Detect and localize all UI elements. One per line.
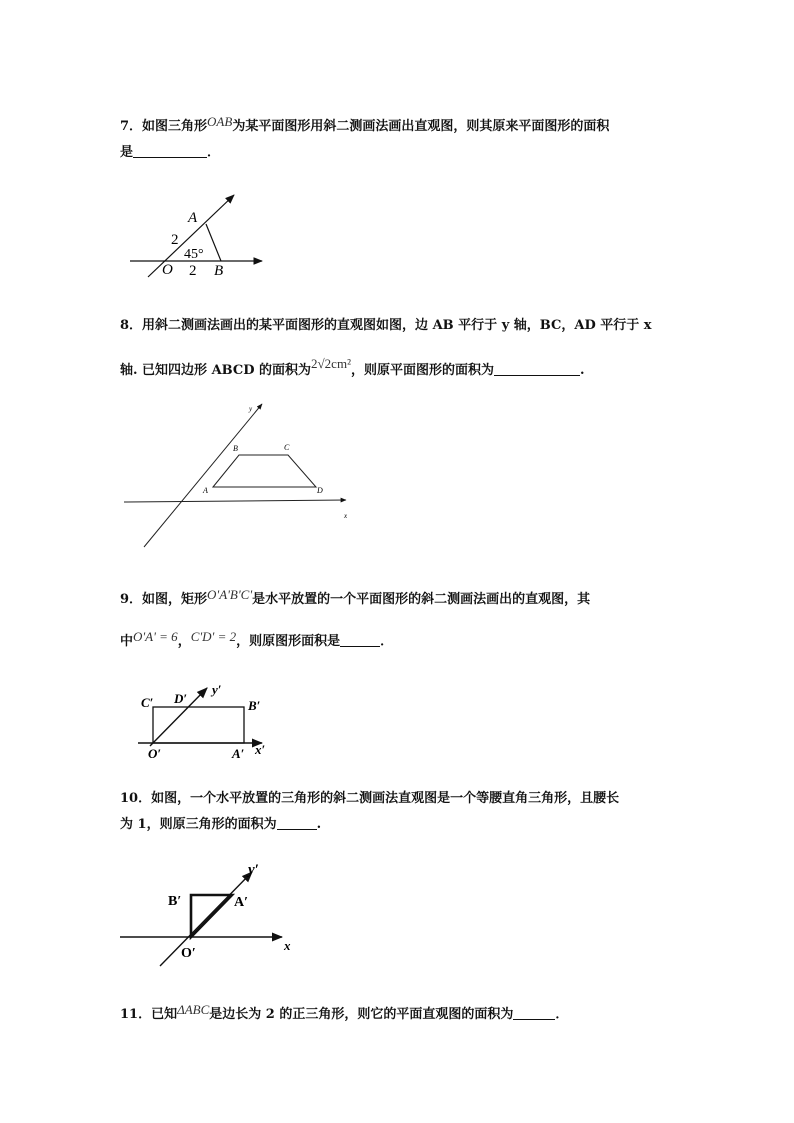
q9-math-rect: O'A'B'C' [207, 587, 253, 602]
q9-label-d: D′ [174, 691, 188, 706]
q11-math-tri: ΔABC [177, 1002, 210, 1017]
q8-label-x: x [344, 512, 348, 520]
q10-label-y: y′ [248, 862, 259, 878]
q8-label-y: y [249, 405, 253, 413]
q7-text-a: 7．如图三角形 [120, 119, 208, 134]
q9-label-o: O′ [148, 746, 162, 761]
q8-label-c: C [284, 443, 290, 452]
q8-text-d: . [579, 363, 585, 378]
q11-text-c: ． [555, 1007, 569, 1022]
q10-text-b: 为 1，则原三角形的面积为 [120, 817, 277, 832]
q7-text-c: 是 [120, 145, 134, 160]
q10-label-o: O′ [181, 946, 196, 961]
q9-text-b: 是水平放置的一个平面图形的斜二测画法画出的直观图，其 [252, 592, 591, 607]
q10-label-a: A′ [234, 895, 249, 910]
q8-label-b: B [233, 444, 238, 453]
q7-label-angle: 45° [184, 247, 204, 262]
q7-math-oab: OAB [207, 114, 233, 129]
q10-triangle [191, 895, 232, 937]
q9-text-sep: ， [177, 634, 191, 649]
q8-text-a: 8．用斜二测画法画出的某平面图形的直观图如图，边 AB 平行于 y 轴，BC，AD 平行于 x [120, 318, 652, 333]
q7-label-a: A [188, 210, 198, 226]
q10-text-a: 10．如图，一个水平放置的三角形的斜二测画法直观图是一个等腰直角三角形，且腰长 [120, 791, 620, 806]
q9-text-e: ． [380, 634, 394, 649]
q9-label-y: y′ [212, 682, 222, 697]
q8-text-b: 轴. 已知四边形 ABCD 的面积为 [120, 363, 312, 378]
q7-label-ob-length: 2 [189, 263, 197, 279]
q10-text-c: . [316, 817, 322, 832]
q7-label-o: O [162, 262, 173, 278]
q8-label-a: A [203, 486, 208, 495]
q9-label-c: C′ [141, 695, 154, 710]
q7-text-b: 为某平面图形用斜二测画法画出直观图，则其原来平面图形的面积 [232, 119, 610, 134]
q8-math-area: 2√2cm² [311, 356, 351, 371]
q10-label-x: x [284, 938, 291, 953]
question-11-line-1 [120, 1000, 568, 1025]
q7-text-d: ． [207, 145, 221, 160]
q8-label-d: D [317, 486, 323, 495]
q9-text-a: 9．如图，矩形 [120, 592, 208, 607]
q10-y-axis [160, 872, 252, 966]
q9-math-oa: O'A' = 6 [133, 629, 178, 644]
q9-text-c: 中 [120, 634, 134, 649]
q9-text-d: ，则原图形面积是 [236, 634, 341, 649]
q7-label-oa-length: 2 [171, 232, 179, 248]
q11-text-a: 11．已知 [120, 1007, 178, 1022]
q9-math-cd: C'D' = 2 [190, 629, 237, 644]
q7-label-b: B [214, 263, 224, 279]
q9-label-b: B′ [248, 698, 261, 713]
q8-text-c: ，则原平面图形的面积为 [350, 363, 494, 378]
q9-label-x: x′ [255, 742, 266, 757]
q10-label-b: B′ [168, 894, 182, 909]
q11-answer-blank[interactable] [513, 1005, 555, 1020]
q9-label-a: A′ [232, 746, 245, 761]
q11-text-b: 是边长为 2 的正三角形，则它的平面直观图的面积为 [209, 1007, 514, 1022]
